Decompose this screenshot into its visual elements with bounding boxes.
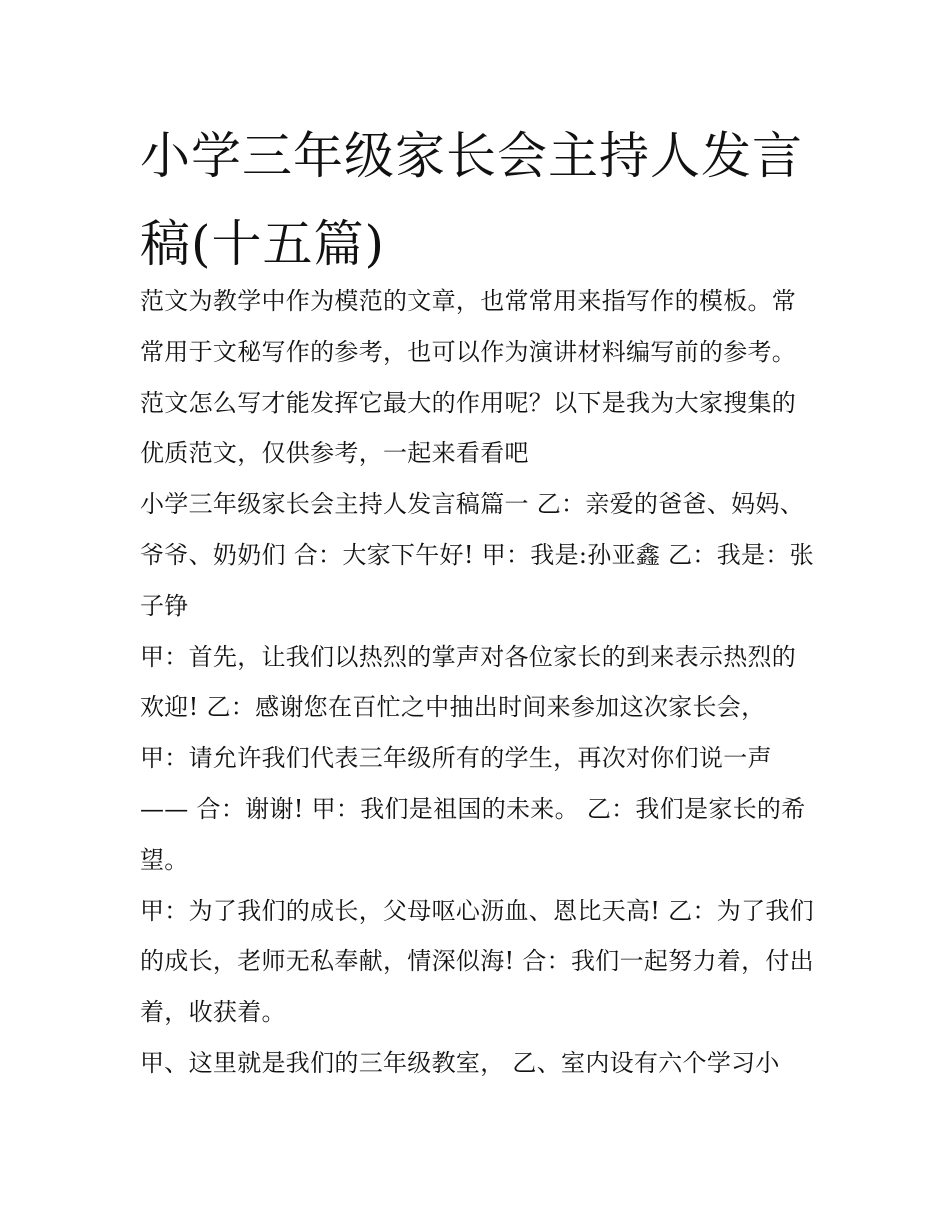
speech-paragraph-thanks: 甲：请允许我们代表三年级所有的学生，再次对你们说一声—— 合：谢谢! 甲：我们是祖国的未来。 乙：我们是家长的希望。 <box>140 744 806 874</box>
intro-paragraph: 范文为教学中作为模范的文章，也常常用来指写作的模板。常常用于文秘写作的参考，也可以作为演讲材料编写前的参考。范文怎么写才能发挥它最大的作用呢？以下是我为大家搜集的优质范文，仅供参考，一起来看看吧 <box>140 287 797 468</box>
speech-paragraph-welcome: 甲：首先，让我们以热烈的掌声对各位家长的到来表示热烈的欢迎! 乙：感谢您在百忙之中抽出时间来参加这次家长会， <box>140 642 797 722</box>
document-body <box>140 276 820 1089</box>
document-title: 小学三年级家长会主持人发言稿(十五篇) <box>140 127 803 273</box>
speech-paragraph-classroom: 甲、这里就是我们的三年级教室， 乙、室内设有六个学习小 <box>140 1048 780 1077</box>
speech-paragraph-opening: 小学三年级家长会主持人发言稿篇一 乙：亲爱的爸爸、妈妈、爷爷、奶奶们 合：大家下午好! 甲：我是:孙亚鑫 乙：我是：张子铮 <box>140 490 814 620</box>
speech-paragraph-growth: 甲：为了我们的成长，父母呕心沥血、恩比天高! 乙：为了我们的成长，老师无私奉献，情深似海! 合：我们一起努力着，付出着，收获着。 <box>140 896 814 1027</box>
